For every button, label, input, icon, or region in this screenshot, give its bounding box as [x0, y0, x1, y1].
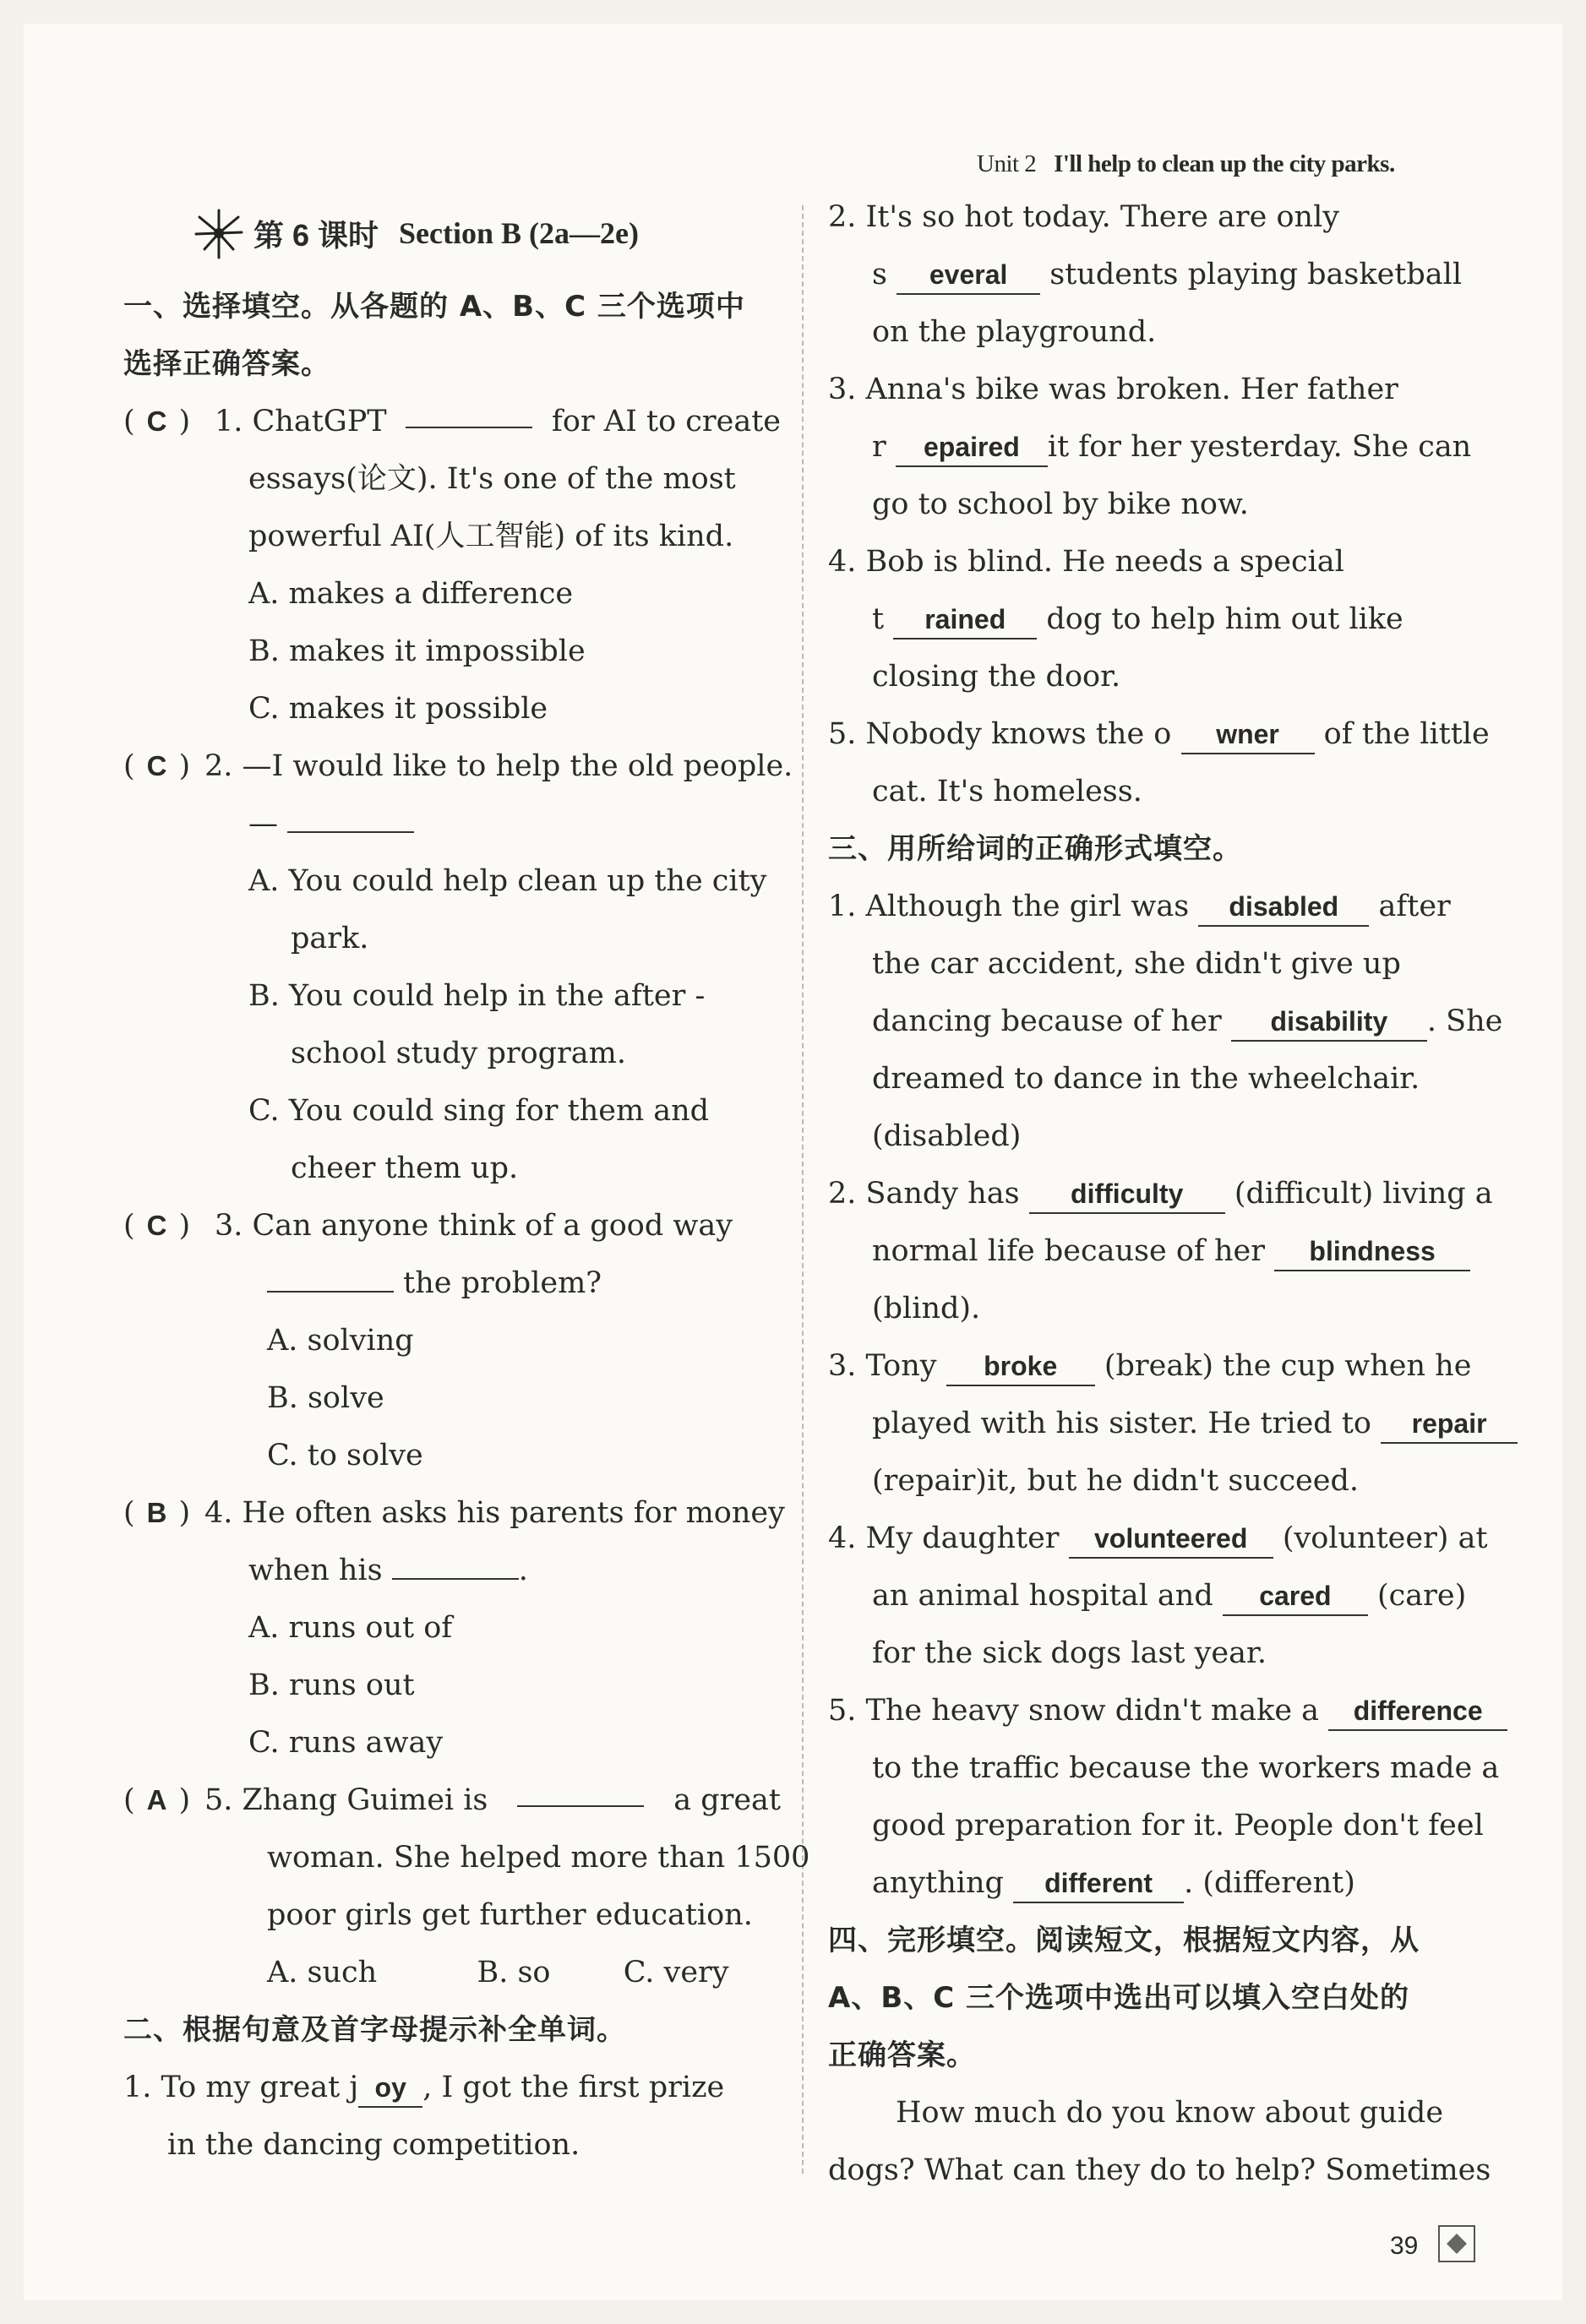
part3-heading: 三、用所给词的正确形式填空。	[828, 832, 1242, 866]
part3-question-3: 3. Tony broke (break) the cup when he	[828, 1337, 1485, 1395]
page-number: 39	[1390, 2232, 1419, 2260]
question-2: ( C ) 2. —I would like to help the old people.	[123, 749, 793, 783]
passage-line: dogs? What can they do to help? Sometimes	[828, 2153, 1491, 2187]
part1-heading: 一、选择填空。从各题的 A、B、C 三个选项中	[123, 290, 745, 324]
answer-blank	[406, 393, 532, 428]
filled-answer: difficulty	[1029, 1175, 1225, 1214]
option-b: B. solve	[267, 1381, 384, 1415]
part3-question-5: 5. The heavy snow didn't make a difference	[828, 1682, 1485, 1739]
filled-answer: repair	[1381, 1405, 1518, 1444]
part3-question-2: 2. Sandy has difficulty (difficult) living a	[828, 1165, 1485, 1222]
filled-answer: everal	[897, 256, 1040, 295]
lesson-label: 第 6 课时	[253, 217, 379, 253]
answer-choice: C	[146, 405, 167, 437]
filled-answer: cared	[1223, 1577, 1368, 1616]
filled-answer: disabled	[1198, 888, 1369, 927]
filled-answer: volunteered	[1069, 1520, 1273, 1559]
worksheet-page	[24, 24, 1562, 2300]
answer-choice: C	[146, 750, 167, 781]
lesson-section: Section B (2a—2e)	[399, 216, 639, 250]
diamond-icon	[1438, 2225, 1475, 2262]
right-column: 2. It's so hot today. There are only s everal students playing basketball on the playground. 3. Anna's bike was broken. Her father r epaired it for her yesterday. She can go to school by bike now. 4. Bob is blind. He needs a special t rained dog to help him out like closing the door. 5. Nobody knows the o wner of the little cat. It's homeless. 三、用所给词的正确形式填空。 1. Although the girl was disabled after the car accident, she didn't give up dancing because of her disability . She dreamed to dance in the wheelchair. (disabled) 2. Sandy has difficulty (difficult) living a normal life because of her blindness (blind). 3. Tony broke (break) the cup when he played with his sister. He tried to repair (repair)it, but he didn't succeed. 4. My daughter volunteered (volunteer) at an animal hospital and cared (care) for the sick dogs last year. 5. The heavy snow didn't make a difference to the traffic because the workers made a good preparation for it. People don't feel anything different . (different) 四、完形填空。阅读短文，根据短文内容，从 A、B、C 三个选项中选出可以填入空白处的 正确答案。 How much do you know about guide dogs? What can they do to help? Sometimes	[828, 188, 1485, 2199]
option-b: B. makes it impossible	[248, 634, 586, 668]
answer-blank	[287, 797, 414, 833]
part2-question-2: 2. It's so hot today. There are only	[828, 200, 1340, 234]
option-a: A. makes a difference	[248, 577, 574, 611]
filled-answer: oy	[358, 2069, 422, 2108]
question-1: ( C ) 1. ChatGPT for AI to create	[123, 393, 781, 450]
option-c: C. to solve	[267, 1439, 423, 1472]
option-a: A. You could help clean up the city	[248, 864, 767, 898]
filled-answer: epaired	[896, 428, 1048, 467]
answer-blank	[267, 1257, 394, 1293]
filled-answer: rained	[893, 601, 1037, 640]
part2-question-4: 4. Bob is blind. He needs a special	[828, 545, 1344, 579]
answer-choice: B	[146, 1497, 167, 1528]
filled-answer: broke	[946, 1347, 1095, 1386]
answer-blank	[517, 1772, 644, 1807]
question-4: ( B ) 4. He often asks his parents for money	[123, 1496, 785, 1530]
left-column: 第 6 课时 Section B (2a—2e) 一、选择填空。从各题的 A、B、C 三个选项中 选择正确答案。 ( C ) 1. ChatGPT for AI to create essays(论文). It's one of the most powerful AI(人工智能) of its kind. A. makes a difference B. makes it impossible C. makes it possible ( C ) 2. —I would like to help the old people. — A. You could help clean up the city park. B. You could help in the after - school study program. C. You could sing for them and cheer them up. ( C ) 3. Can anyone think of a good way the problem? A. solving B. solve C. to solve ( B ) 4. He often asks his parents for money when his . A. runs out of B. runs out C. runs away ( A ) 5. Zhang Guimei is a great woman. She helped more than 1500 poor girls get further education. A. such B. so C. very 二、根据句意及首字母提示补全单词。 1. To my great j oy , I got the first prize in the dancing competition.	[123, 188, 781, 2174]
passage-line: How much do you know about guide	[896, 2096, 1444, 2130]
answer-blank	[392, 1544, 519, 1580]
part4-heading: 四、完形填空。阅读短文，根据短文内容，从	[828, 1924, 1420, 1957]
question-3: ( C ) 3. Can anyone think of a good way	[123, 1209, 733, 1243]
running-header	[977, 150, 1395, 178]
option-a: A. runs out of	[248, 1611, 453, 1645]
dandelion-icon	[193, 207, 245, 259]
filled-answer: difference	[1328, 1692, 1507, 1731]
filled-answer: disability	[1231, 1003, 1427, 1042]
header-unit: Unit 2	[977, 150, 1037, 177]
answer-choice: C	[146, 1210, 167, 1241]
part2-question-1: 1. To my great j oy , I got the first prize	[123, 2059, 781, 2116]
header-title: I'll help to clean up the city parks.	[1054, 150, 1395, 177]
filled-answer: different	[1013, 1864, 1184, 1903]
part1-heading-cont: 选择正确答案。	[123, 347, 330, 381]
option-b: B. runs out	[248, 1668, 415, 1702]
question-5: ( A ) 5. Zhang Guimei is a great	[123, 1772, 781, 1829]
filled-answer: wner	[1181, 716, 1315, 754]
part3-question-1: 1. Although the girl was disabled after	[828, 878, 1485, 935]
option-c: C. You could sing for them and	[248, 1094, 710, 1128]
filled-answer: blindness	[1274, 1233, 1470, 1271]
part2-question-3: 3. Anna's bike was broken. Her father	[828, 373, 1398, 406]
part2-heading: 二、根据句意及首字母提示补全单词。	[123, 2013, 626, 2047]
option-c: C. makes it possible	[248, 692, 548, 726]
lesson-title	[193, 207, 781, 259]
option-b: B. You could help in the after -	[248, 979, 706, 1013]
part2-question-5: 5. Nobody knows the o wner of the little	[828, 705, 1485, 763]
option-c: C. very	[623, 1956, 729, 1989]
option-a: A. solving	[267, 1324, 414, 1358]
part3-question-4: 4. My daughter volunteered (volunteer) at	[828, 1510, 1485, 1567]
option-c: C. runs away	[248, 1726, 444, 1760]
answer-choice: A	[146, 1784, 167, 1815]
option-a: A. such	[267, 1956, 378, 1989]
option-b: B. so	[477, 1956, 551, 1989]
